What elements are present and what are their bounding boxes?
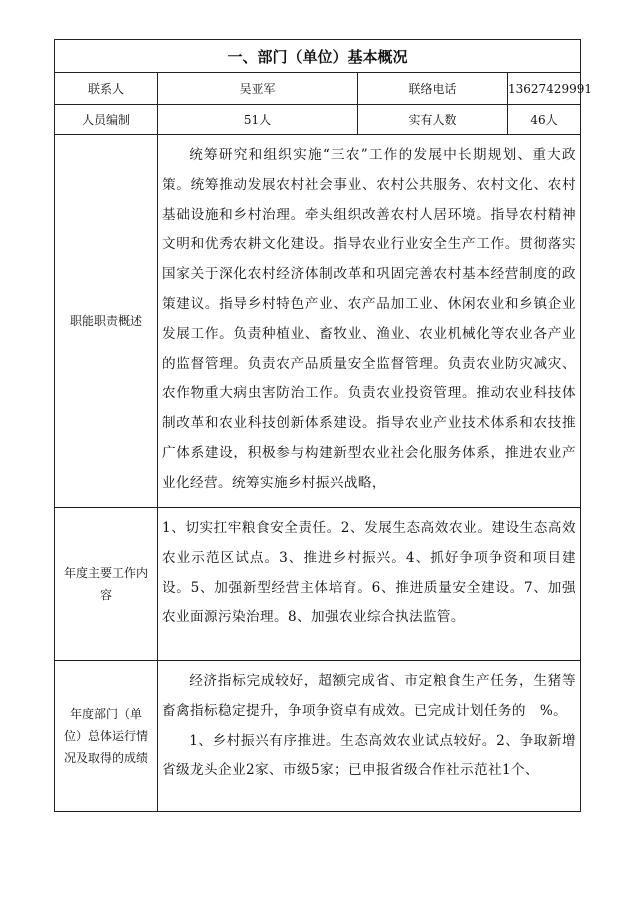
duties-label: 职能职责概述 [55,135,158,508]
phone-value: 13627429991 [508,73,581,105]
contact-label: 联系人 [55,73,158,105]
phone-label: 联络电话 [358,73,508,105]
staffing-label: 人员编制 [55,105,158,135]
performance-paragraph-2: 1、乡村振兴有序推进。生态高效农业试点较好。2、争取新增省级龙头企业2家、市级5家；已申报省级合作社示范社1个、 [162,732,577,779]
performance-paragraph-1: 经济指标完成较好，超额完成省、市定粮食生产任务，生猪等畜禽指标稳定提升，争项争资卓有成效。已完成计划任务的 %。 [162,673,577,719]
annual-work-text: 1、切实扛牢粮食安全责任。2、发展生态高效农业。建设生态高效农业示范区试点。3、推进乡村振兴。4、抓好争项争资和项目建设。5、加强新型经营主体培育。6、推进质量安全建设。7、加强农业面源污染治理。8、加强农业综合执法监管。 [158,508,581,661]
duties-text: 统筹研究和组织实施“三农”工作的发展中长期规划、重大政策。统筹推动发展农村社会事业、农村公共服务、农村文化、农村基础设施和乡村治理。牵头组织改善农村人居环境。指导农村精神文明和优秀农耕文化建设。指导农业行业安全生产工作。贯彻落实国家关于深化农村经济体制改革和巩固完善农村基本经营制度的政策建议。指导乡村特色产业、农产品加工业、休闲农业和乡镇企业发展工作。负责种植业、畜牧业、渔业、农业机械化等农业各产业的监督管理。负责农产品质量安全监督管理。负责农业防灾减灾、农作物重大病虫害防治工作。负责农业投资管理。推动农业科技体制改革和农业科技创新体系建设。指导农业产业技术体系和农技推广体系建设，积极参与构建新型农业社会化服务体系，推进农业产业化经营。统筹实施乡村振兴战略， [158,135,581,508]
actual-staff-label: 实有人数 [358,105,508,135]
actual-staff-value: 46人 [508,105,581,135]
staffing-value: 51人 [158,105,358,135]
basic-info-table [54,39,592,812]
contact-value: 吴亚军 [158,73,358,105]
performance-text [158,661,581,812]
annual-work-label: 年度主要工作内容 [55,508,158,661]
section-title: 一、部门（单位）基本概况 [55,40,581,73]
performance-label: 年度部门（单位）总体运行情况及取得的成绩 [55,661,158,812]
